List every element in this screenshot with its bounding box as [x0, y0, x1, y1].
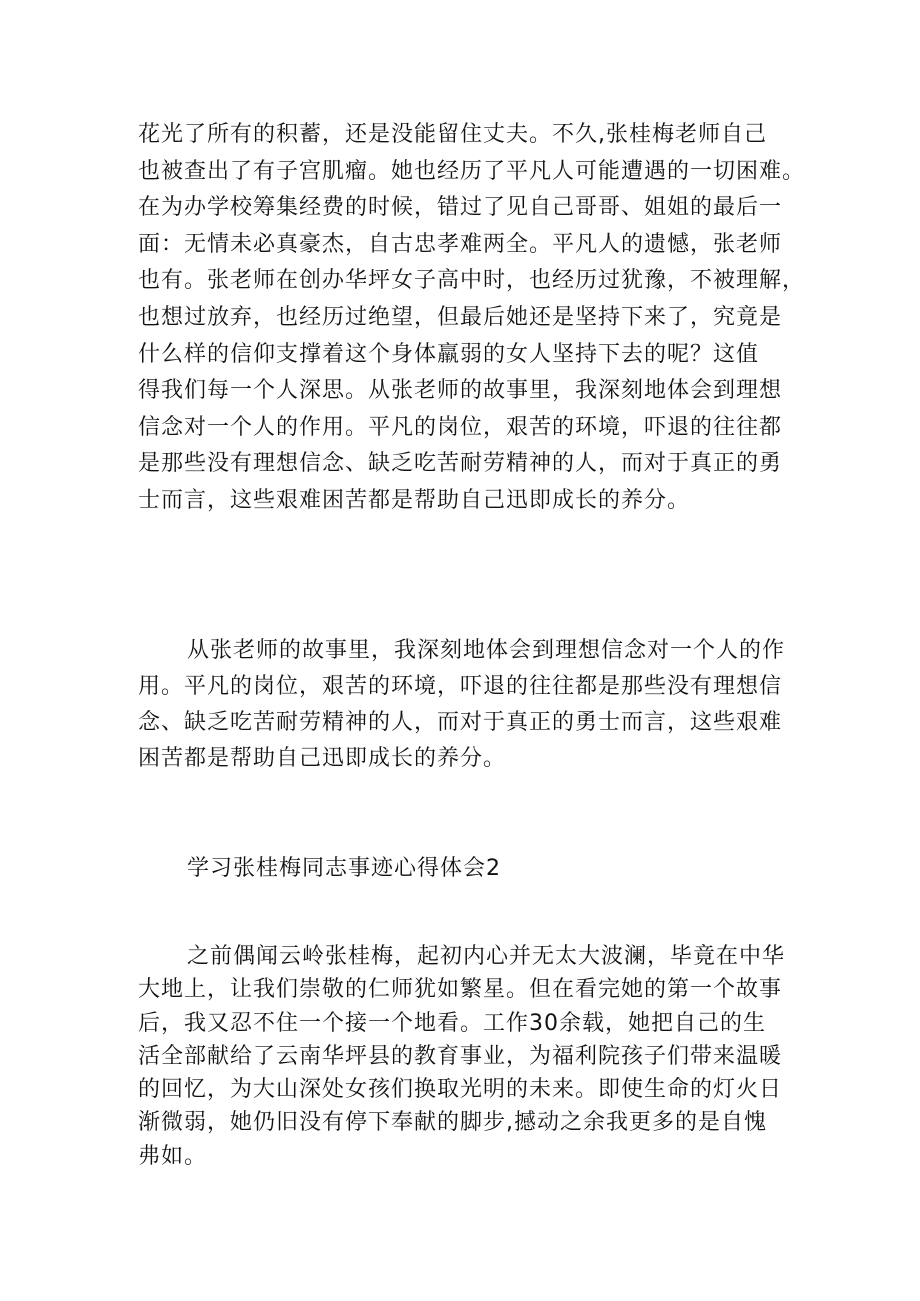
text-line: 也被查出了有子宫肌瘤。她也经历了平凡人可能遭遇的一切困难。 — [138, 158, 806, 184]
text-line: 弗如。 — [138, 1143, 208, 1169]
text-line: 的回忆，为大山深处女孩们换取光明的未来。即使生命的灯火日 — [138, 1077, 783, 1103]
section-heading — [138, 852, 788, 886]
paragraph-2 — [138, 633, 788, 777]
text-line: 活全部献给了云南华坪县的教育事业，为福利院孩子们带来温暖 — [138, 1043, 783, 1069]
text-line: 是那些没有理想信念、缺乏吃苦耐劳精神的人，而对于真正的勇 — [138, 451, 783, 477]
text-line: 困苦都是帮助自己迅即成长的养分。 — [138, 746, 507, 771]
text-line: 渐微弱，她仍旧没有停下奉献的脚步,撼动之余我更多的是自愧 — [138, 1110, 767, 1136]
text-line: 什么样的信仰支撑着这个身体羸弱的女人坚持下去的呢？这值 — [138, 341, 760, 367]
text-line: 士而言，这些艰难困苦都是帮助自己迅即成长的养分。 — [138, 487, 691, 513]
paragraph-3 — [138, 940, 788, 1173]
text-line: 也有。张老师在创办华坪女子高中时，也经历过犹豫，不被理解， — [138, 268, 806, 294]
text-line: 在为办学校筹集经费的时候，错过了见自己哥哥、姐姐的最后一 — [138, 195, 783, 221]
text-line: 面：无情未必真豪杰，自古忠孝难两全。平凡人的遗憾，张老师 — [138, 231, 783, 257]
text-line: 后，我又忍不住一个接一个地看。工作30余载，她把自己的生 — [138, 1010, 766, 1036]
text-line: 大地上，让我们崇敬的仁师犹如繁星。但在看完她的第一个故事 — [138, 977, 783, 1003]
text-line: 之前偶闻云岭张桂梅，起初内心并无太大波澜，毕竟在中华 — [187, 944, 786, 969]
text-line: 也想过放弃，也经历过绝望，但最后她还是坚持下来了，究竟是 — [138, 304, 783, 330]
heading-text: 学习张桂梅同志事迹心得体会2 — [187, 856, 501, 881]
text-line: 信念对一个人的作用。平凡的岗位，艰苦的环境，吓退的往往都 — [138, 414, 783, 440]
paragraph-1 — [138, 117, 806, 520]
text-line: 从张老师的故事里，我深刻地体会到理想信念对一个人的作 — [187, 638, 786, 663]
text-line: 用。平凡的岗位，艰苦的环境，吓退的往往都是那些没有理想信 — [138, 674, 783, 699]
text-line: 得我们每一个人深思。从张老师的故事里，我深刻地体会到理想 — [138, 378, 783, 404]
text-line: 念、缺乏吃苦耐劳精神的人，而对于真正的勇士而言，这些艰难 — [138, 710, 783, 735]
text-line: 花光了所有的积蓄，还是没能留住丈夫。不久,张桂梅老师自己 — [138, 122, 767, 147]
